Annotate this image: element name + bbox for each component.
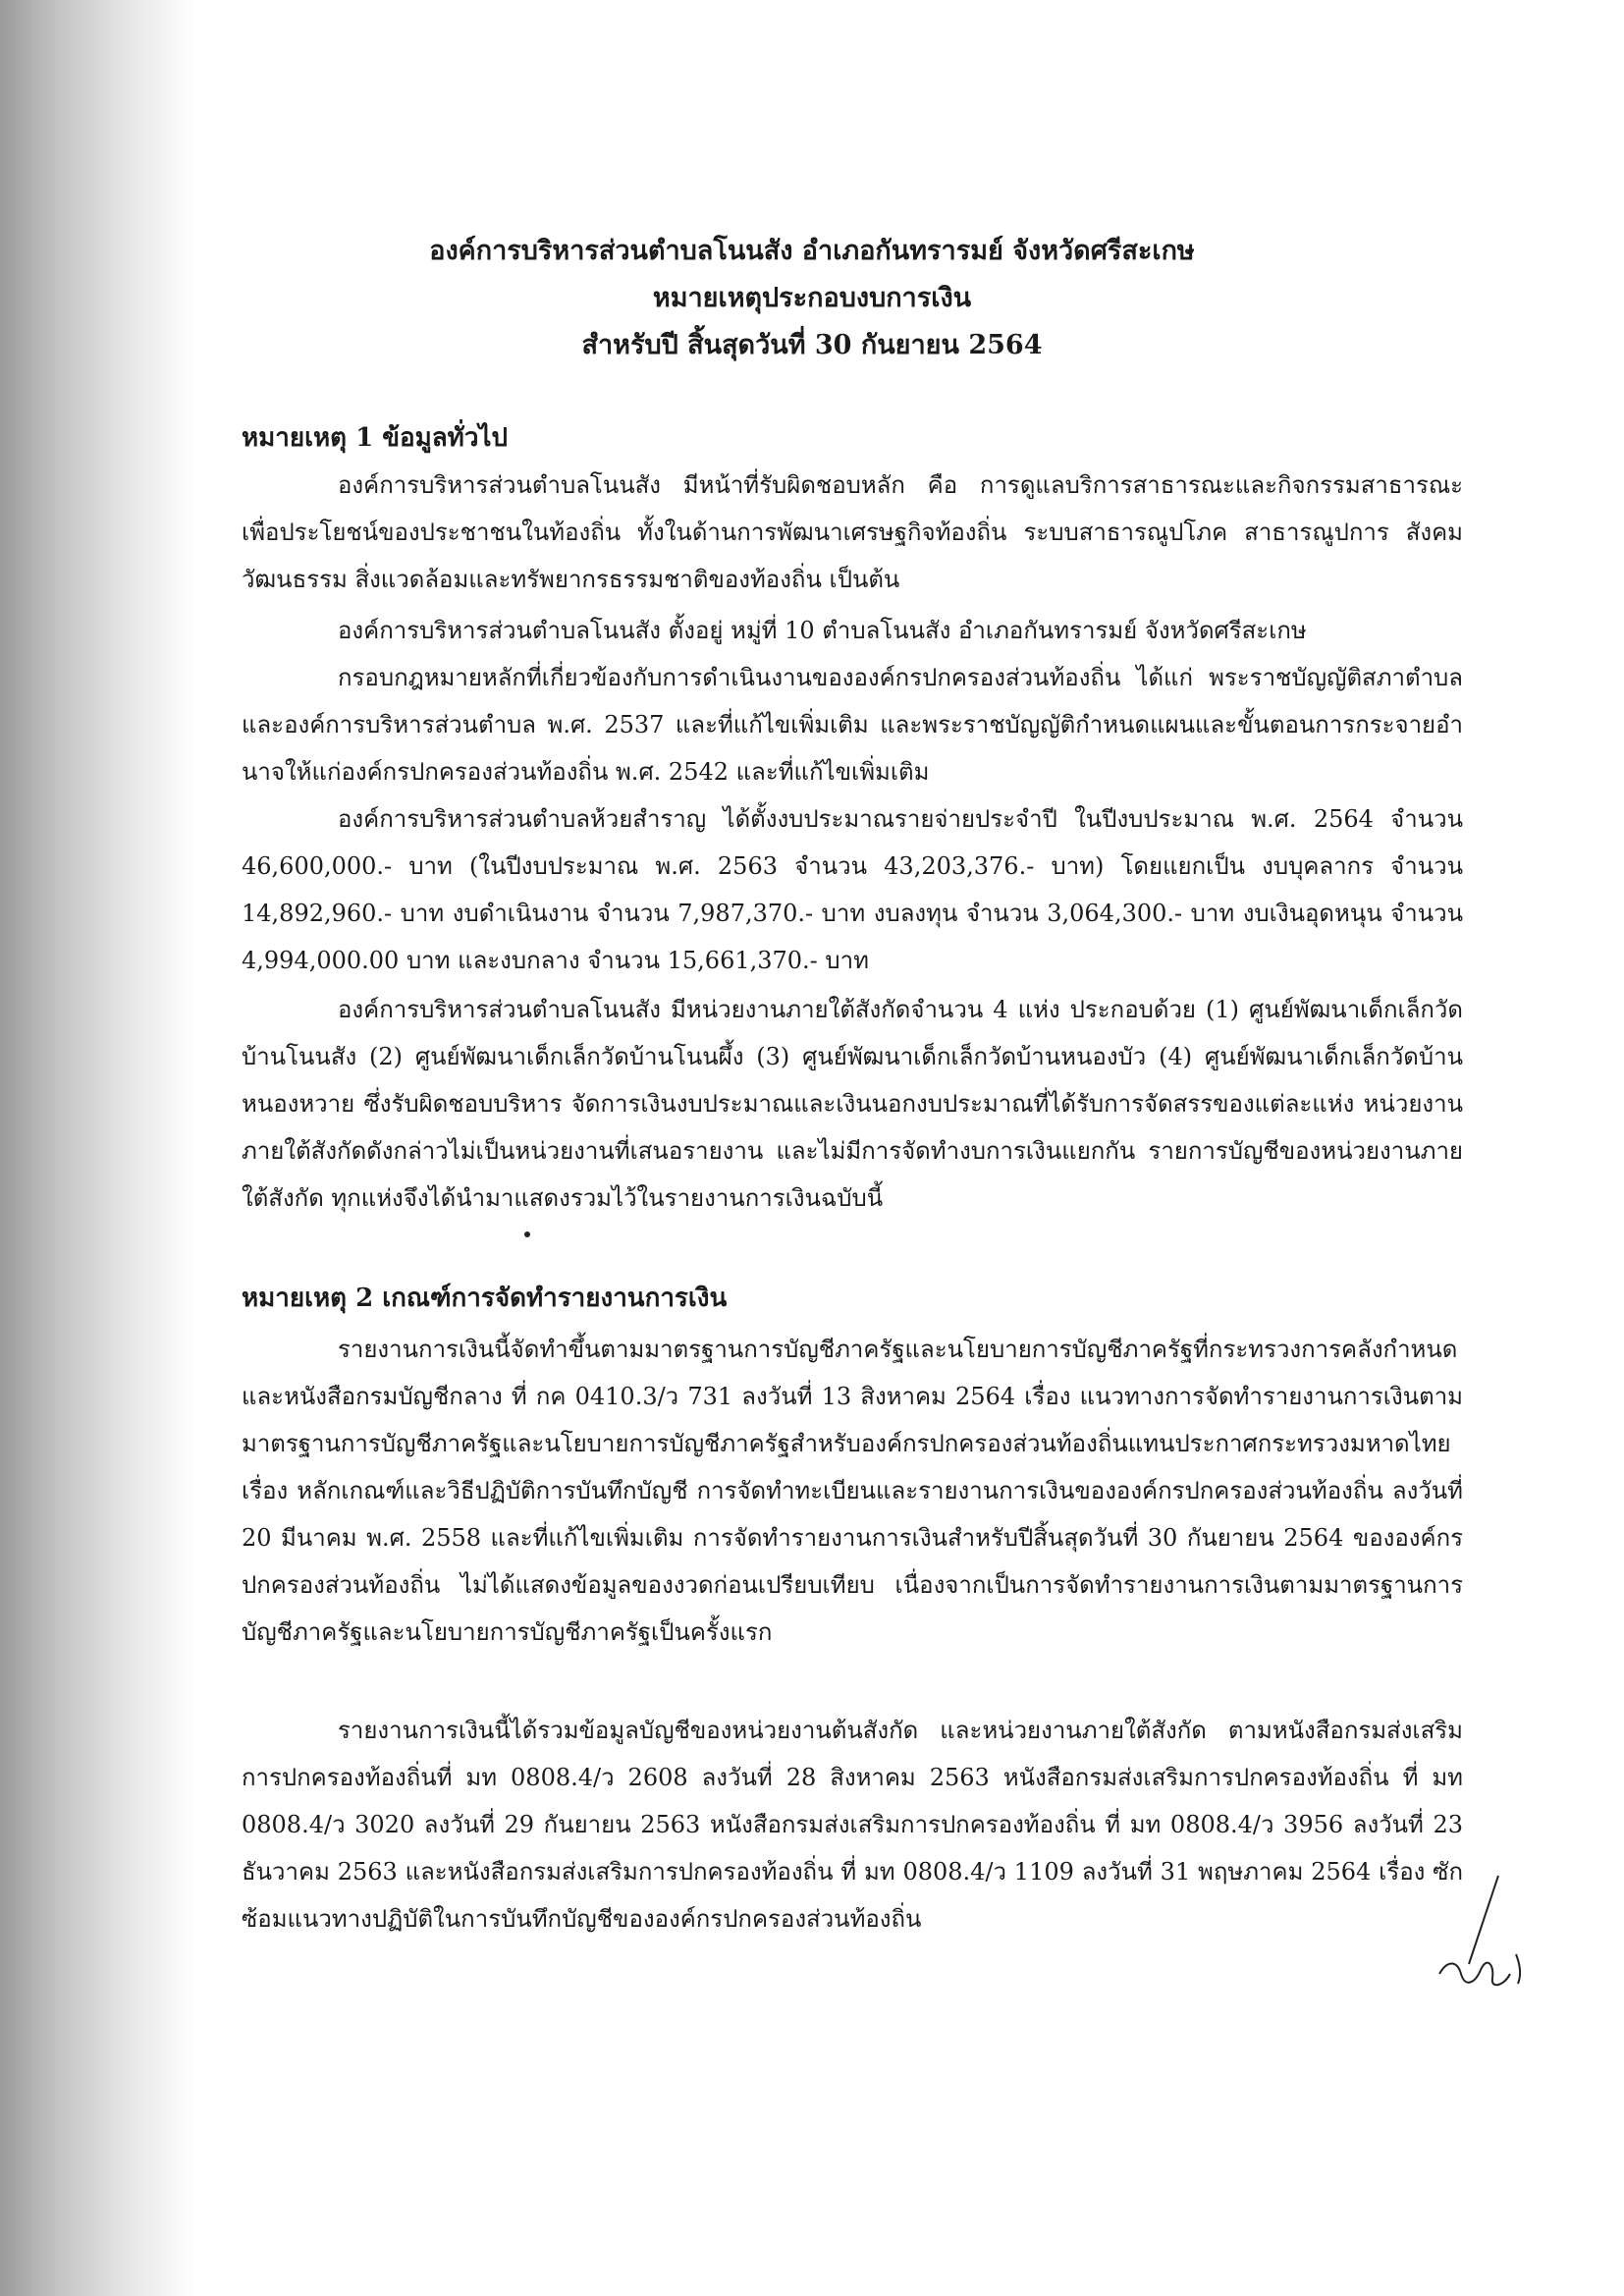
note1-paragraph-2: องค์การบริหารส่วนตำบลโนนสัง ตั้งอยู่ หมู่ที่ 10 ตำบลโนนสัง อำเภอกันทรารมย์ จังหวัดศรีสะเกษ (338, 617, 1307, 644)
note1-paragraph-3: กรอบกฎหมายหลักที่เกี่ยวข้องกับการดำเนินงานขององค์กรปกครองส่วนท้องถิ่น ได้แก่ พระราชบัญญัติสภาตำบลและองค์การบริหารส่วนตำบล พ.ศ. 2537 และที่แก้ไขเพิ่มเติม และพระราชบัญญัติกำหนดแผนและขั้นตอนการกระจายอำนาจให้แก่องค์กรปกครองส่วนท้องถิ่น พ.ศ. 2542 และที่แก้ไขเพิ่มเติม (242, 664, 1463, 786)
note1-paragraph-1: องค์การบริหารส่วนตำบลโนนสัง มีหน้าที่รับผิดชอบหลัก คือ การดูแลบริการสาธารณะและกิจกรรมสาธารณะ เพื่อประโยชน์ของประชาชนในท้องถิ่น ทั้งในด้านการพัฒนาเศรษฐกิจท้องถิ่น ระบบสาธารณูปโภค สาธารณูปการ สังคม วัฒนธรรม สิ่งแวดล้อมและทรัพยากรธรรมชาติของท้องถิ่น เป็นต้น (242, 471, 1463, 593)
note2-title: หมายเหตุ 2 เกณฑ์การจัดทำรายงานการเงิน (242, 1284, 728, 1313)
note2-paragraph-2: รายงานการเงินนี้ได้รวมข้อมูลบัญชีของหน่วยงานต้นสังกัด และหน่วยงานภายใต้สังกัด ตามหนังสือกรมส่งเสริมการปกครองท้องถิ่นที่ มท 0808.4/ว 2608 ลงวันที่ 28 สิงหาคม 2563 หนังสือกรมส่งเสริมการปกครองท้องถิ่น ที่ มท 0808.4/ว 3020 ลงวันที่ 29 กันยายน 2563 หนังสือกรมส่งเสริมการปกครองท้องถิ่น ที่ มท 0808.4/ว 3956 ลงวันที่ 23 ธันวาคม 2563 และหนังสือกรมส่งเสริมการปกครองท้องถิ่น ที่ มท 0808.4/ว 1109 ลงวันที่ 31 พฤษภาคม 2564 เรื่อง ซักซ้อมแนวทางปฏิบัติในการบันทึกบัญชีขององค์กรปกครองส่วนท้องถิ่น (242, 1717, 1463, 1933)
note2-paragraph-1: รายงานการเงินนี้จัดทำขึ้นตามมาตรฐานการบัญชีภาครัฐและนโยบายการบัญชีภาครัฐที่กระทรวงการคลังกำหนด และหนังสือกรมบัญชีกลาง ที่ กค 0410.3/ว 731 ลงวันที่ 13 สิงหาคม 2564 เรื่อง แนวทางการจัดทำรายงานการเงินตามมาตรฐานการบัญชีภาครัฐและนโยบายการบัญชีภาครัฐสำหรับองค์กรปกครองส่วนท้องถิ่นแทนประกาศกระทรวงมหาดไทย เรื่อง หลักเกณฑ์และวิธีปฏิบัติการบันทึกบัญชี การจัดทำทะเบียนและรายงานการเงินขององค์กรปกครองส่วนท้องถิ่น ลงวันที่ 20 มีนาคม พ.ศ. 2558 และที่แก้ไขเพิ่มเติม การจัดทำรายงานการเงินสำหรับปีสิ้นสุดวันที่ 30 กันยายน 2564 ขององค์กรปกครองส่วนท้องถิ่น ไม่ได้แสดงข้อมูลของงวดก่อนเปรียบเทียบ เนื่องจากเป็นการจัดทำรายงานการเงินตามมาตรฐานการบัญชีภาครัฐและนโยบายการบัญชีภาครัฐเป็นครั้งแรก (242, 1336, 1463, 1646)
note1-paragraph-4: องค์การบริหารส่วนตำบลห้วยสำราญ ได้ตั้งงบประมาณรายจ่ายประจำปี ในปีงบประมาณ พ.ศ. 2564 จำนวน 46,600,000.- บาท (ในปีงบประมาณ พ.ศ. 2563 จำนวน 43,203,376.- บาท) โดยแยกเป็น งบบุคลากร จำนวน 14,892,960.- บาท งบดำเนินงาน จำนวน 7,987,370.- บาท งบลงทุน จำนวน 3,064,300.- บาท งบเงินอุดหนุน จำนวน 4,994,000.00 บาท และงบกลาง จำนวน 15,661,370.- บาท (242, 805, 1463, 974)
header-period: สำหรับปี สิ้นสุดวันที่ 30 กันยายน 2564 (581, 330, 1043, 360)
signature-mark (1430, 1866, 1547, 2003)
stray-mark (524, 1231, 530, 1237)
note1-title: หมายเหตุ 1 ข้อมูลทั่วไป (242, 423, 508, 453)
header-organization: องค์การบริหารส่วนตำบลโนนสัง อำเภอกันทรารมย์ จังหวัดศรีสะเกษ (429, 236, 1195, 266)
note1-paragraph-5: องค์การบริหารส่วนตำบลโนนสัง มีหน่วยงานภายใต้สังกัดจำนวน 4 แห่ง ประกอบด้วย (1) ศูนย์พัฒนาเด็กเล็กวัดบ้านโนนสัง (2) ศูนย์พัฒนาเด็กเล็กวัดบ้านโนนผึ้ง (3) ศูนย์พัฒนาเด็กเล็กวัดบ้านหนองบัว (4) ศูนย์พัฒนาเด็กเล็กวัดบ้านหนองหวาย ซึ่งรับผิดชอบบริหาร จัดการเงินงบประมาณและเงินนอกงบประมาณที่ได้รับการจัดสรรของแต่ละแห่ง หน่วยงานภายใต้สังกัดดังกล่าวไม่เป็นหน่วยงานที่เสนอรายงาน และไม่มีการจัดทำงบการเงินแยกกัน รายการบัญชีของหน่วยงานภายใต้สังกัด ทุกแห่งจึงได้นำมาแสดงรวมไว้ในรายงานการเงินฉบับนี้ (242, 996, 1463, 1212)
header-report-title: หมายเหตุประกอบงบการเงิน (652, 283, 972, 313)
